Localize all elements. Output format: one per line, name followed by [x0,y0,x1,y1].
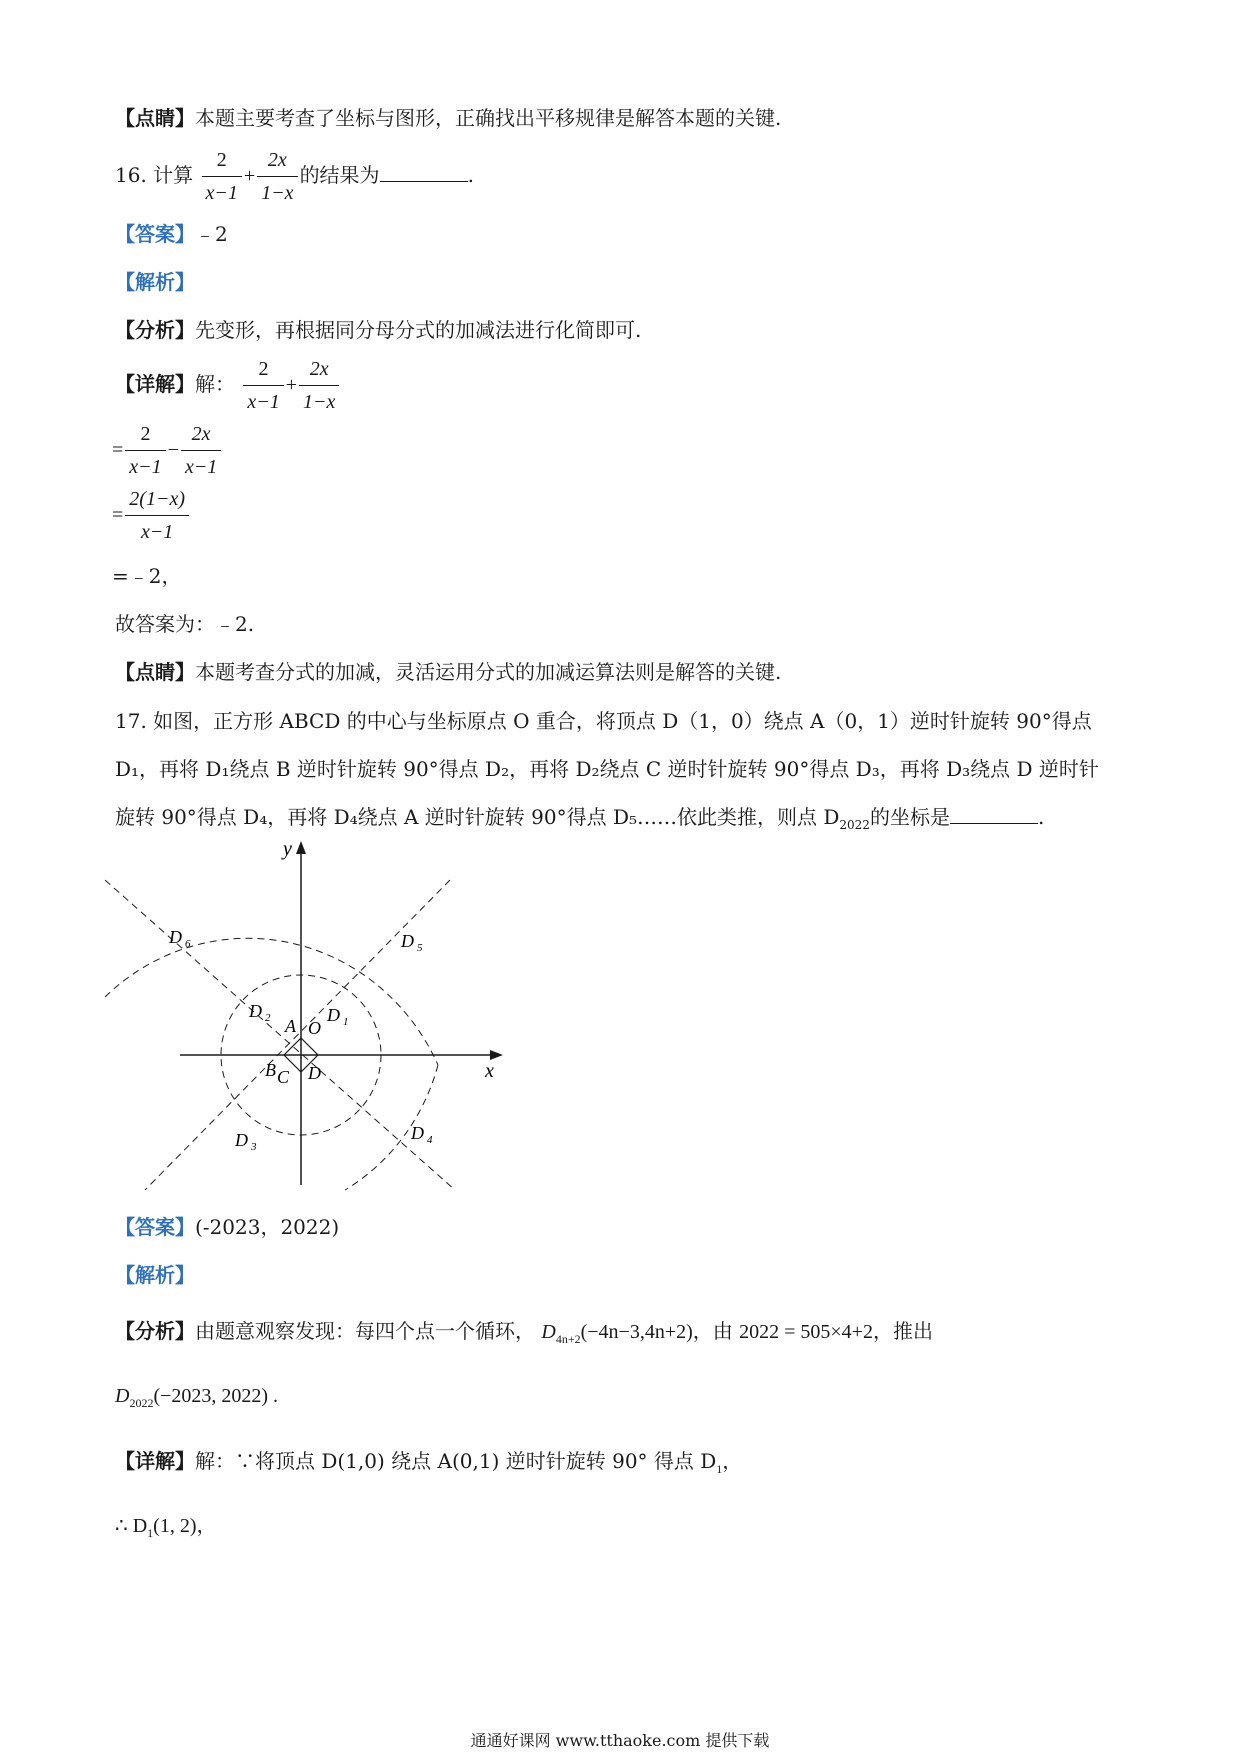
dianjing16-text: 本题考查分式的加减，灵活运用分式的加减运算法则是解答的关键. [195,660,782,684]
e1-f2-den: 1−x [303,391,336,413]
q16-plus: + [243,165,256,187]
fenxi-text: 先变形，再根据同分母分式的加减法进行化简即可. [195,318,642,342]
x-axis-arrow [490,1050,503,1060]
q17-line3a: 旋转 90°得点 D₄，再将 D₄绕点 A 逆时针旋转 90°得点 D₅……依此类推，则点 D [115,805,840,829]
e2-f2-num: 2x [181,420,221,451]
y-axis-label: y [283,838,292,860]
large-arc [105,938,438,1065]
label-c: C [277,1067,290,1087]
diagonal-line-2 [145,880,450,1190]
dianjing-15 [115,104,781,132]
label-d5-sub: 5 [417,942,423,954]
fenxi17-formula1b: (−4n−3,4n+2) [580,1321,693,1343]
jiexi-16 [115,268,195,296]
question-17-line1: 17. 如图，正方形 ABCD 的中心与坐标原点 O 重合，将顶点 D（1，0）绕点 A（0，1）逆时针旋转 90°得点 [115,709,1092,733]
q17-answer-blank [950,803,1038,824]
e1-fraction-2 [299,355,339,416]
label-o: O [308,1018,321,1038]
rotation-figure [105,835,525,1195]
dianjing-text: 本题主要考查了坐标与图形，正确找出平移规律是解答本题的关键. [195,106,782,130]
label-d: D [308,1063,321,1083]
answer17-tag: 【答案】 [115,1215,195,1239]
e1-fraction-1 [243,355,283,416]
jiexi17-tag: 【解析】 [115,1263,195,1287]
label-d2: D [249,1001,262,1021]
answer-16 [115,220,228,248]
q17-line3b: 的坐标是 [869,805,950,829]
xiangjie-16-line4: =﹣2， [112,564,182,588]
footer: 通通好课网 www.tthaoke.com 提供下载 [470,1731,770,1750]
e3-fraction [125,485,189,546]
xiangjie17-text-end: ， [722,1449,743,1473]
q16-f2-numerator: 2x [257,146,297,177]
e2-f1-num: 2 [125,420,165,451]
xiangjie17-tag: 【详解】 [115,1449,195,1473]
label-b: B [265,1060,276,1080]
fenxi17-text2: ，由 [692,1319,733,1343]
answer17-value: (-2023，2022) [195,1215,340,1239]
jiexi-17 [115,1261,195,1289]
xiangjie17-line2b: (1, 2)， [153,1515,217,1537]
e2-f1-den: x−1 [129,456,162,478]
e2-eq: = [112,439,124,461]
answer-value: ﹣2 [195,222,228,246]
label-d2-sub: 2 [265,1012,271,1024]
xiangjie-17-line2 [115,1511,217,1547]
xiangjie17-line2: ∴ D [115,1515,148,1537]
question-16 [115,146,474,207]
q16-tail: 的结果为 [299,163,380,187]
answer-tag: 【答案】 [115,222,195,246]
e1-op: + [285,374,298,396]
fenxi17-line2: D [115,1385,130,1407]
y-axis-arrow [296,841,306,854]
q16-f1-denominator: x−1 [205,182,238,204]
fenxi-17 [115,1317,933,1353]
fenxi17-line2-sub: 2022 [129,1396,154,1410]
q16-fraction-1 [202,146,242,207]
label-a: A [285,1016,296,1036]
xiangjie-16-conclusion: 故答案为：﹣2. [115,612,255,636]
fenxi17-text1: 由题意观察发现：每四个点一个循环， [195,1319,535,1343]
e1-f2-num: 2x [299,355,339,386]
label-d6-sub: 6 [185,938,191,950]
xiangjie-tag: 【详解】 [115,372,195,396]
q16-f2-denominator: 1−x [261,182,294,204]
xiangjie17-text: 解：∵将顶点 D(1,0) 绕点 A(0,1) 逆时针旋转 90° 得点 D [195,1449,717,1473]
e2-op: − [167,439,179,461]
e3-eq: = [112,504,124,526]
jiexi-tag: 【解析】 [115,270,195,294]
label-d4-sub: 4 [427,1134,433,1146]
fenxi17-formula2: 2022 = 505×4+2 [739,1321,873,1343]
e1-f1-num: 2 [243,355,283,386]
q17-line3-sub: 2022 [839,818,870,832]
q16-f1-numerator: 2 [202,146,242,177]
dianjing-16 [115,658,781,686]
dianjing-tag: 【点睛】 [115,106,195,130]
dianjing16-tag: 【点睛】 [115,660,195,684]
q16-end: . [467,163,474,187]
diagonal-line-1 [105,880,455,1190]
answer-17 [115,1213,339,1241]
label-d4: D [411,1123,424,1143]
e2-fraction-2 [181,420,221,481]
q16-answer-blank [380,161,468,182]
fenxi-16 [115,316,641,344]
question-17-line2: D₁，再将 D₁绕点 B 逆时针旋转 90°得点 D₂，再将 D₂绕点 C 逆时针旋转 90°得点 D₃，再将 D₃绕点 D 逆时针 [115,757,1099,781]
label-d3-sub: 3 [251,1141,257,1153]
fenxi-17-line2 [115,1381,278,1417]
e3-num: 2(1−x) [125,485,189,516]
xiangjie-16-line1 [115,355,341,416]
fenxi17-formula1: D [541,1321,556,1343]
fenxi17-tag: 【分析】 [115,1319,195,1343]
label-d5: D [401,931,414,951]
xiangjie-16-line2 [112,420,223,481]
fenxi17-text3: ，推出 [872,1319,933,1343]
e1-f1-den: x−1 [247,391,280,413]
question-16-number: 16. 计算 [115,163,194,187]
label-d6: D [169,927,182,947]
fenxi-tag: 【分析】 [115,318,195,342]
e3-den: x−1 [140,521,174,543]
question-17-line3 [115,803,1044,839]
q16-fraction-2 [257,146,297,207]
xiangjie-lead: 解： [195,372,235,396]
xiangjie17-line2-sub: 1 [147,1526,154,1540]
label-d3: D [235,1130,248,1150]
e2-fraction-1 [125,420,165,481]
large-arc-lower [345,1065,438,1190]
label-d1-sub: 1 [343,1016,349,1028]
e2-f2-den: x−1 [184,456,218,478]
xiangjie17-text-sub: 1 [716,1462,723,1476]
x-axis-label: x [485,1060,494,1082]
fenxi17-formula1-sub: 4n+2 [555,1332,581,1346]
xiangjie-16-line3 [112,485,191,546]
fenxi17-line2b: (−2023, 2022) . [153,1385,279,1407]
label-d1: D [327,1005,340,1025]
xiangjie-17 [115,1447,742,1483]
q17-line3-end: . [1037,805,1045,829]
